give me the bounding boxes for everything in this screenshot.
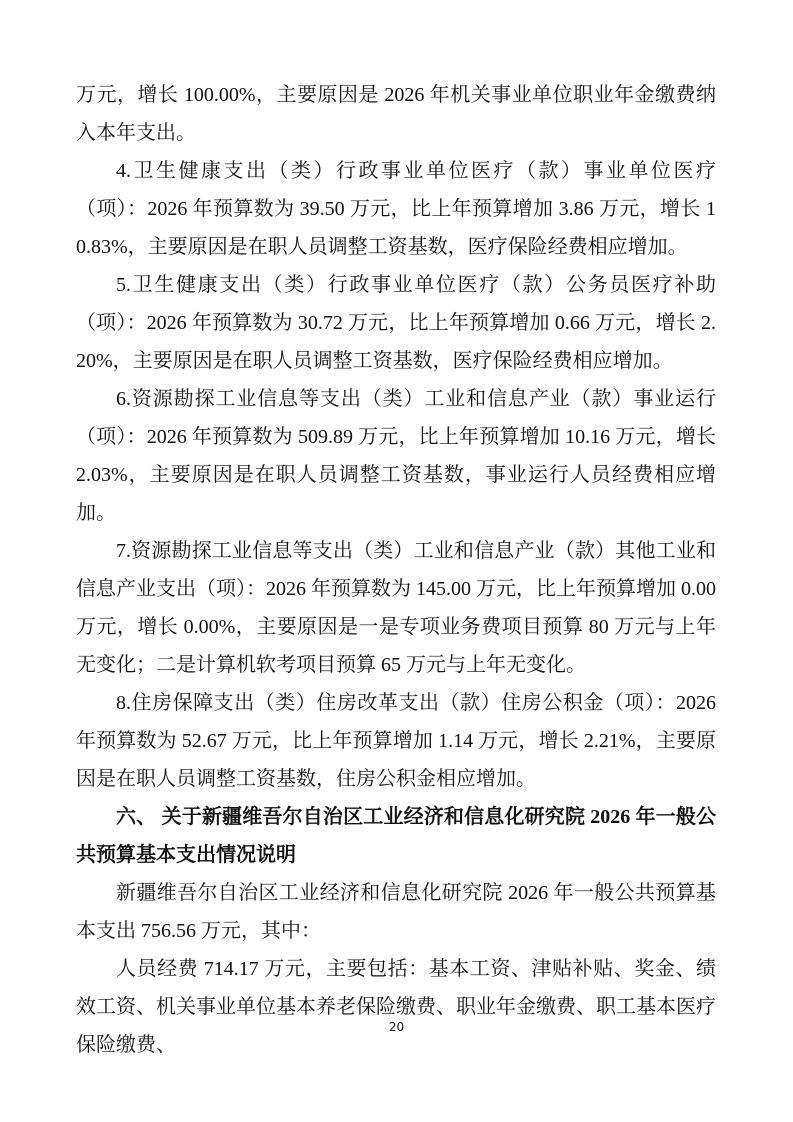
paragraph-basic-expenditure-total: 新疆维吾尔自治区工业经济和信息化研究院 2026 年一般公共预算基本支出 756.56 万元，其中： (76, 882, 716, 942)
paragraph-item-7-other-industry-info: 7.资源勘探工业信息等支出（类）工业和信息产业（款）其他工业和信息产业支出（项）：2026 年预算数为 145.00 万元，比上年预算增加 0.00 万元，增长 0.00%，主要原因是一是专项业务费项目预算 80 万元与上年无变化；二是计算机软考项目预算 65 万元与上年无变化。 (76, 540, 716, 676)
paragraph-item-4-health-unit-medical: 4.卫生健康支出（类）行政事业单位医疗（款）事业单位医疗（项）：2026 年预算数为 39.50 万元，比上年预算增加 3.86 万元，增长 10.83%，主要原因是在职人员调整工资基数，医疗保险经费相应增加。 (76, 160, 716, 258)
paragraph-item-8-housing-fund: 8.住房保障支出（类）住房改革支出（款）住房公积金（项）：2026 年预算数为 52.67 万元，比上年预算增加 1.14 万元，增长 2.21%，主要原因是在职人员调整工资基数，住房公积金相应增加。 (76, 692, 716, 790)
page-number: 20 (388, 1020, 405, 1034)
page-footer (0, 1018, 793, 1036)
paragraph-item-6-industry-operation: 6.资源勘探工业信息等支出（类）工业和信息产业（款）事业运行（项）：2026 年预算数为 509.89 万元，比上年预算增加 10.16 万元，增长 2.03%，主要原因是在职人员调整工资基数，事业运行人员经费相应增加。 (76, 388, 716, 524)
section-heading-six: 六、 关于新疆维吾尔自治区工业经济和信息化研究院 2026 年一般公共预算基本支出情况说明 (76, 806, 716, 866)
paragraph-personnel-expense: 人员经费 714.17 万元，主要包括：基本工资、津贴补贴、奖金、绩效工资、机关事业单位基本养老保险缴费、职业年金缴费、职工基本医疗保险缴费、 (76, 958, 716, 1056)
paragraph-continuation: 万元，增长 100.00%，主要原因是 2026 年机关事业单位职业年金缴费纳入本年支出。 (76, 84, 716, 144)
paragraph-item-5-civil-servant-medical: 5.卫生健康支出（类）行政事业单位医疗（款）公务员医疗补助（项）：2026 年预算数为 30.72 万元，比上年预算增加 0.66 万元，增长 2.20%，主要原因是在职人员调整工资基数，医疗保险经费相应增加。 (76, 274, 716, 372)
document-body (76, 76, 716, 1064)
